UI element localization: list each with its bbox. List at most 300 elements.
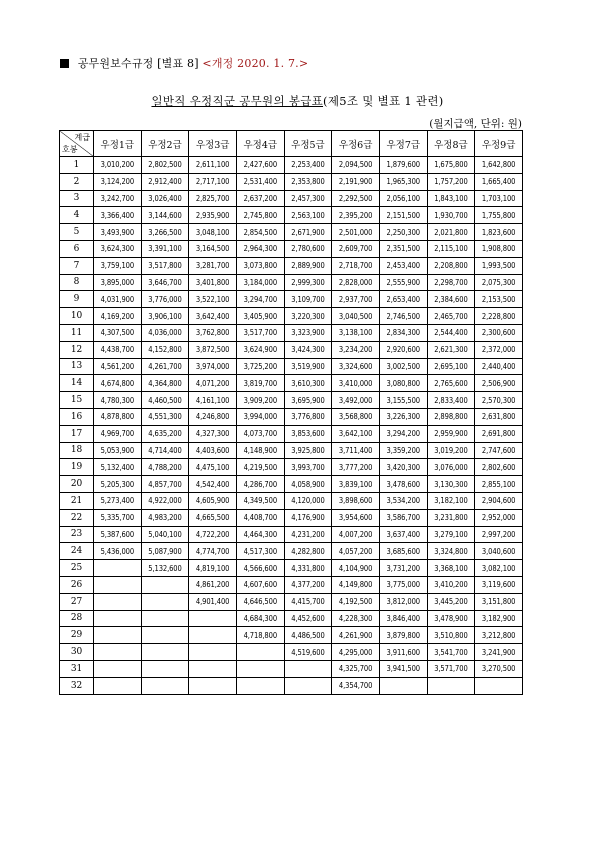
- salary-cell: 4,327,300: [189, 425, 237, 442]
- salary-cell: 2,075,300: [475, 274, 523, 291]
- salary-cell: 3,695,900: [284, 392, 332, 409]
- salary-cell: 4,922,000: [141, 492, 189, 509]
- salary-cell: 4,161,100: [189, 392, 237, 409]
- salary-cell: 4,169,200: [94, 308, 142, 325]
- salary-cell: 3,366,400: [94, 207, 142, 224]
- salary-cell: 2,904,600: [475, 492, 523, 509]
- salary-cell: 2,353,800: [284, 173, 332, 190]
- salary-cell: 2,395,200: [332, 207, 380, 224]
- table-row: [60, 526, 523, 543]
- salary-cell: 3,226,300: [379, 408, 427, 425]
- salary-cell: 3,777,200: [332, 459, 380, 476]
- grade-header-cell: 우정9급: [475, 131, 523, 157]
- salary-cell: 4,486,500: [284, 627, 332, 644]
- salary-cell: 2,021,800: [427, 224, 475, 241]
- table-row: [60, 240, 523, 257]
- salary-cell: [94, 627, 142, 644]
- salary-cell: 4,464,300: [236, 526, 284, 543]
- salary-cell: 4,635,200: [141, 425, 189, 442]
- step-number-cell: 31: [60, 660, 94, 677]
- salary-cell: 2,999,300: [284, 274, 332, 291]
- salary-cell: 4,403,600: [189, 442, 237, 459]
- salary-cell: 1,965,300: [379, 173, 427, 190]
- salary-cell: 4,857,700: [141, 476, 189, 493]
- salary-cell: 2,964,300: [236, 240, 284, 257]
- salary-cell: 2,453,400: [379, 257, 427, 274]
- salary-cell: 4,057,200: [332, 543, 380, 560]
- salary-cell: 1,993,500: [475, 257, 523, 274]
- grade-header-cell: 우정1급: [94, 131, 142, 157]
- salary-cell: 3,493,900: [94, 224, 142, 241]
- salary-cell: 2,935,900: [189, 207, 237, 224]
- unit-note: (월지급액, 단위: 원): [429, 118, 522, 130]
- salary-cell: 4,415,700: [284, 593, 332, 610]
- table-row: [60, 207, 523, 224]
- step-number-cell: 3: [60, 190, 94, 207]
- salary-cell: 3,220,300: [284, 308, 332, 325]
- salary-cell: [475, 677, 523, 694]
- salary-cell: 2,695,100: [427, 358, 475, 375]
- salary-cell: 4,307,500: [94, 324, 142, 341]
- salary-cell: 3,510,800: [427, 627, 475, 644]
- salary-cell: 2,833,400: [427, 392, 475, 409]
- salary-cell: 4,073,700: [236, 425, 284, 442]
- salary-cell: 3,517,700: [236, 324, 284, 341]
- salary-cell: 3,368,100: [427, 560, 475, 577]
- salary-cell: 4,718,800: [236, 627, 284, 644]
- salary-cell: 1,879,600: [379, 157, 427, 174]
- salary-cell: 4,228,300: [332, 610, 380, 627]
- table-title-main: 일반직 우정직군 공무원의 봉급표: [151, 94, 324, 108]
- salary-cell: 3,182,100: [427, 492, 475, 509]
- salary-cell: 3,424,300: [284, 341, 332, 358]
- salary-cell: 3,993,700: [284, 459, 332, 476]
- salary-cell: 5,040,100: [141, 526, 189, 543]
- table-row: [60, 375, 523, 392]
- salary-cell: 2,298,700: [427, 274, 475, 291]
- salary-cell: [94, 644, 142, 661]
- salary-cell: 4,152,800: [141, 341, 189, 358]
- table-row: [60, 492, 523, 509]
- salary-cell: 3,242,700: [94, 190, 142, 207]
- salary-cell: 2,115,100: [427, 240, 475, 257]
- salary-cell: 3,954,600: [332, 509, 380, 526]
- salary-cell: 3,925,800: [284, 442, 332, 459]
- salary-cell: 4,475,100: [189, 459, 237, 476]
- step-number-cell: 29: [60, 627, 94, 644]
- salary-cell: 2,570,300: [475, 392, 523, 409]
- black-square-icon: [60, 59, 69, 68]
- salary-cell: 3,642,100: [332, 425, 380, 442]
- salary-cell: 2,208,800: [427, 257, 475, 274]
- salary-cell: 4,452,600: [284, 610, 332, 627]
- step-number-cell: 18: [60, 442, 94, 459]
- salary-cell: 3,909,200: [236, 392, 284, 409]
- salary-cell: [236, 660, 284, 677]
- table-row: [60, 560, 523, 577]
- salary-cell: 3,478,900: [427, 610, 475, 627]
- grade-header-cell: 우정2급: [141, 131, 189, 157]
- salary-cell: 3,359,200: [379, 442, 427, 459]
- salary-cell: 3,541,700: [427, 644, 475, 661]
- salary-cell: 2,384,600: [427, 291, 475, 308]
- salary-cell: 3,519,900: [284, 358, 332, 375]
- step-number-cell: 8: [60, 274, 94, 291]
- salary-cell: 4,722,200: [189, 526, 237, 543]
- salary-cell: 2,952,000: [475, 509, 523, 526]
- salary-cell: 3,184,000: [236, 274, 284, 291]
- salary-cell: 3,410,000: [332, 375, 380, 392]
- table-row: [60, 173, 523, 190]
- salary-cell: 4,331,800: [284, 560, 332, 577]
- salary-cell: 2,544,400: [427, 324, 475, 341]
- table-row: [60, 425, 523, 442]
- salary-cell: 3,624,300: [94, 240, 142, 257]
- salary-cell: 3,711,400: [332, 442, 380, 459]
- salary-cell: 3,182,900: [475, 610, 523, 627]
- salary-cell: 1,642,800: [475, 157, 523, 174]
- table-row: [60, 341, 523, 358]
- salary-cell: [284, 660, 332, 677]
- salary-cell: 4,460,500: [141, 392, 189, 409]
- salary-cell: [94, 576, 142, 593]
- salary-cell: 3,391,100: [141, 240, 189, 257]
- salary-cell: 4,438,700: [94, 341, 142, 358]
- salary-cell: 3,048,100: [189, 224, 237, 241]
- salary-cell: 4,149,800: [332, 576, 380, 593]
- salary-cell: 3,212,800: [475, 627, 523, 644]
- salary-cell: 3,241,900: [475, 644, 523, 661]
- step-number-cell: 32: [60, 677, 94, 694]
- grade-header-cell: 우정5급: [284, 131, 332, 157]
- salary-cell: 1,757,200: [427, 173, 475, 190]
- salary-cell: [141, 644, 189, 661]
- salary-cell: 4,607,600: [236, 576, 284, 593]
- step-number-cell: 7: [60, 257, 94, 274]
- salary-cell: 3,294,200: [379, 425, 427, 442]
- table-body: [60, 157, 523, 695]
- salary-cell: [141, 576, 189, 593]
- salary-cell: 2,745,800: [236, 207, 284, 224]
- salary-cell: 4,071,200: [189, 375, 237, 392]
- step-number-cell: 20: [60, 476, 94, 493]
- salary-cell: 4,354,700: [332, 677, 380, 694]
- corner-label-grade: 계급: [74, 133, 90, 142]
- table-row: [60, 257, 523, 274]
- salary-cell: 2,427,600: [236, 157, 284, 174]
- salary-cell: 4,561,200: [94, 358, 142, 375]
- salary-cell: [189, 610, 237, 627]
- salary-cell: 3,839,100: [332, 476, 380, 493]
- salary-cell: 2,959,900: [427, 425, 475, 442]
- salary-cell: 3,898,600: [332, 492, 380, 509]
- salary-cell: 3,646,700: [141, 274, 189, 291]
- salary-cell: 3,624,900: [236, 341, 284, 358]
- salary-cell: [189, 660, 237, 677]
- salary-cell: 2,718,700: [332, 257, 380, 274]
- salary-cell: 4,714,400: [141, 442, 189, 459]
- salary-cell: 2,637,200: [236, 190, 284, 207]
- salary-cell: 3,164,500: [189, 240, 237, 257]
- salary-cell: 4,282,800: [284, 543, 332, 560]
- salary-cell: 1,908,800: [475, 240, 523, 257]
- salary-cell: 1,843,100: [427, 190, 475, 207]
- salary-cell: 2,609,700: [332, 240, 380, 257]
- salary-cell: 2,765,600: [427, 375, 475, 392]
- salary-cell: 2,802,600: [475, 459, 523, 476]
- salary-cell: 4,246,800: [189, 408, 237, 425]
- salary-cell: 4,517,300: [236, 543, 284, 560]
- salary-cell: 5,087,900: [141, 543, 189, 560]
- salary-cell: 2,151,500: [379, 207, 427, 224]
- salary-cell: 4,665,500: [189, 509, 237, 526]
- salary-cell: [94, 660, 142, 677]
- salary-cell: 3,082,100: [475, 560, 523, 577]
- step-number-cell: 30: [60, 644, 94, 661]
- salary-cell: 2,250,300: [379, 224, 427, 241]
- salary-cell: 3,151,800: [475, 593, 523, 610]
- step-number-cell: 24: [60, 543, 94, 560]
- salary-cell: 4,231,200: [284, 526, 332, 543]
- step-number-cell: 6: [60, 240, 94, 257]
- salary-cell: 1,755,800: [475, 207, 523, 224]
- salary-cell: 4,058,900: [284, 476, 332, 493]
- step-number-cell: 26: [60, 576, 94, 593]
- table-row: [60, 358, 523, 375]
- salary-cell: 2,465,700: [427, 308, 475, 325]
- step-number-cell: 23: [60, 526, 94, 543]
- salary-cell: 3,080,800: [379, 375, 427, 392]
- salary-cell: 2,747,600: [475, 442, 523, 459]
- salary-cell: 3,994,000: [236, 408, 284, 425]
- table-row: [60, 677, 523, 694]
- salary-cell: 4,349,500: [236, 492, 284, 509]
- salary-cell: 3,776,800: [284, 408, 332, 425]
- salary-cell: 2,920,600: [379, 341, 427, 358]
- step-number-cell: 25: [60, 560, 94, 577]
- salary-cell: 2,937,700: [332, 291, 380, 308]
- table-row: [60, 308, 523, 325]
- step-number-cell: 28: [60, 610, 94, 627]
- salary-cell: 3,846,400: [379, 610, 427, 627]
- salary-cell: 3,974,000: [189, 358, 237, 375]
- salary-cell: 2,691,800: [475, 425, 523, 442]
- salary-cell: 3,144,600: [141, 207, 189, 224]
- regulation-header: [60, 55, 308, 71]
- salary-cell: 5,436,000: [94, 543, 142, 560]
- salary-cell: 3,775,000: [379, 576, 427, 593]
- salary-cell: 2,611,100: [189, 157, 237, 174]
- salary-cell: 3,853,600: [284, 425, 332, 442]
- salary-cell: 3,637,400: [379, 526, 427, 543]
- salary-cell: 2,351,500: [379, 240, 427, 257]
- table-title: [0, 93, 595, 109]
- salary-cell: [141, 627, 189, 644]
- table-row: [60, 627, 523, 644]
- salary-cell: 2,746,500: [379, 308, 427, 325]
- salary-cell: 2,671,900: [284, 224, 332, 241]
- salary-cell: 3,324,600: [332, 358, 380, 375]
- table-row: [60, 576, 523, 593]
- table-row: [60, 291, 523, 308]
- salary-cell: 2,825,700: [189, 190, 237, 207]
- table-row: [60, 408, 523, 425]
- salary-cell: 4,684,300: [236, 610, 284, 627]
- step-number-cell: 5: [60, 224, 94, 241]
- salary-cell: 4,542,400: [189, 476, 237, 493]
- salary-cell: 3,234,200: [332, 341, 380, 358]
- salary-cell: 2,501,000: [332, 224, 380, 241]
- salary-cell: 4,566,600: [236, 560, 284, 577]
- salary-cell: 3,040,600: [475, 543, 523, 560]
- salary-cell: 4,819,100: [189, 560, 237, 577]
- salary-cell: 3,010,200: [94, 157, 142, 174]
- salary-cell: 3,685,600: [379, 543, 427, 560]
- salary-cell: 3,872,500: [189, 341, 237, 358]
- salary-cell: 2,457,300: [284, 190, 332, 207]
- salary-cell: 3,906,100: [141, 308, 189, 325]
- salary-cell: 3,517,800: [141, 257, 189, 274]
- step-number-cell: 1: [60, 157, 94, 174]
- salary-cell: 4,983,200: [141, 509, 189, 526]
- salary-cell: 3,879,800: [379, 627, 427, 644]
- salary-cell: 3,725,200: [236, 358, 284, 375]
- salary-cell: [94, 560, 142, 577]
- salary-cell: 2,153,500: [475, 291, 523, 308]
- salary-cell: 3,445,200: [427, 593, 475, 610]
- salary-cell: 3,911,600: [379, 644, 427, 661]
- salary-cell: 4,377,200: [284, 576, 332, 593]
- salary-cell: 2,854,500: [236, 224, 284, 241]
- salary-cell: 5,053,900: [94, 442, 142, 459]
- table-row: [60, 593, 523, 610]
- salary-cell: 4,295,000: [332, 644, 380, 661]
- salary-cell: 2,300,600: [475, 324, 523, 341]
- salary-cell: 2,056,100: [379, 190, 427, 207]
- salary-cell: 4,148,900: [236, 442, 284, 459]
- salary-cell: 3,762,800: [189, 324, 237, 341]
- table-row: [60, 644, 523, 661]
- salary-cell: 4,674,800: [94, 375, 142, 392]
- salary-cell: 3,323,900: [284, 324, 332, 341]
- step-number-cell: 13: [60, 358, 94, 375]
- salary-cell: 2,440,400: [475, 358, 523, 375]
- salary-cell: 4,261,900: [332, 627, 380, 644]
- salary-cell: 3,819,700: [236, 375, 284, 392]
- step-number-cell: 15: [60, 392, 94, 409]
- salary-cell: 3,109,700: [284, 291, 332, 308]
- salary-cell: 5,205,300: [94, 476, 142, 493]
- salary-cell: 2,653,400: [379, 291, 427, 308]
- salary-cell: 2,889,900: [284, 257, 332, 274]
- salary-cell: 3,076,000: [427, 459, 475, 476]
- table-row: [60, 274, 523, 291]
- salary-cell: 2,621,300: [427, 341, 475, 358]
- salary-cell: 3,522,100: [189, 291, 237, 308]
- salary-cell: [189, 677, 237, 694]
- salary-cell: 3,759,100: [94, 257, 142, 274]
- salary-cell: 4,646,500: [236, 593, 284, 610]
- salary-cell: 3,410,200: [427, 576, 475, 593]
- salary-cell: [236, 644, 284, 661]
- salary-cell: [94, 677, 142, 694]
- salary-cell: 4,219,500: [236, 459, 284, 476]
- step-number-cell: 19: [60, 459, 94, 476]
- salary-cell: 2,292,500: [332, 190, 380, 207]
- salary-cell: 2,094,500: [332, 157, 380, 174]
- salary-cell: 3,420,300: [379, 459, 427, 476]
- salary-cell: 4,036,000: [141, 324, 189, 341]
- salary-cell: 3,324,800: [427, 543, 475, 560]
- salary-cell: 2,828,000: [332, 274, 380, 291]
- salary-cell: [236, 677, 284, 694]
- salary-cell: 2,531,400: [236, 173, 284, 190]
- grade-header-cell: 우정6급: [332, 131, 380, 157]
- corner-header-cell: [60, 131, 94, 157]
- salary-cell: 3,731,200: [379, 560, 427, 577]
- table-row: [60, 509, 523, 526]
- table-row: [60, 476, 523, 493]
- salary-cell: 3,571,700: [427, 660, 475, 677]
- salary-cell: [141, 593, 189, 610]
- salary-cell: 1,665,400: [475, 173, 523, 190]
- salary-cell: 2,855,100: [475, 476, 523, 493]
- salary-cell: 2,253,400: [284, 157, 332, 174]
- salary-cell: 3,073,800: [236, 257, 284, 274]
- salary-cell: 2,372,000: [475, 341, 523, 358]
- salary-cell: 4,519,600: [284, 644, 332, 661]
- salary-cell: 5,335,700: [94, 509, 142, 526]
- salary-cell: 4,007,200: [332, 526, 380, 543]
- salary-cell: 5,132,400: [94, 459, 142, 476]
- grade-header-cell: 우정8급: [427, 131, 475, 157]
- salary-cell: 4,551,300: [141, 408, 189, 425]
- salary-cell: 4,901,400: [189, 593, 237, 610]
- table-row: [60, 157, 523, 174]
- salary-cell: 3,019,200: [427, 442, 475, 459]
- step-number-cell: 16: [60, 408, 94, 425]
- table-row: [60, 392, 523, 409]
- salary-cell: 3,895,000: [94, 274, 142, 291]
- salary-cell: 3,401,800: [189, 274, 237, 291]
- salary-cell: [94, 593, 142, 610]
- step-number-cell: 10: [60, 308, 94, 325]
- step-number-cell: 11: [60, 324, 94, 341]
- salary-cell: 2,563,100: [284, 207, 332, 224]
- step-number-cell: 9: [60, 291, 94, 308]
- salary-cell: 5,387,600: [94, 526, 142, 543]
- salary-cell: 4,364,800: [141, 375, 189, 392]
- step-number-cell: 27: [60, 593, 94, 610]
- salary-cell: 1,675,800: [427, 157, 475, 174]
- salary-cell: 2,506,900: [475, 375, 523, 392]
- salary-cell: 3,812,000: [379, 593, 427, 610]
- salary-cell: 2,834,300: [379, 324, 427, 341]
- salary-cell: 4,325,700: [332, 660, 380, 677]
- salary-cell: [141, 660, 189, 677]
- salary-cell: 2,555,900: [379, 274, 427, 291]
- salary-cell: 3,119,600: [475, 576, 523, 593]
- salary-cell: 4,261,700: [141, 358, 189, 375]
- salary-cell: 4,120,000: [284, 492, 332, 509]
- salary-cell: 3,294,700: [236, 291, 284, 308]
- salary-cell: 2,717,100: [189, 173, 237, 190]
- salary-cell: 4,878,800: [94, 408, 142, 425]
- salary-cell: [284, 677, 332, 694]
- salary-cell: 4,176,900: [284, 509, 332, 526]
- salary-cell: 2,802,500: [141, 157, 189, 174]
- salary-cell: 3,155,500: [379, 392, 427, 409]
